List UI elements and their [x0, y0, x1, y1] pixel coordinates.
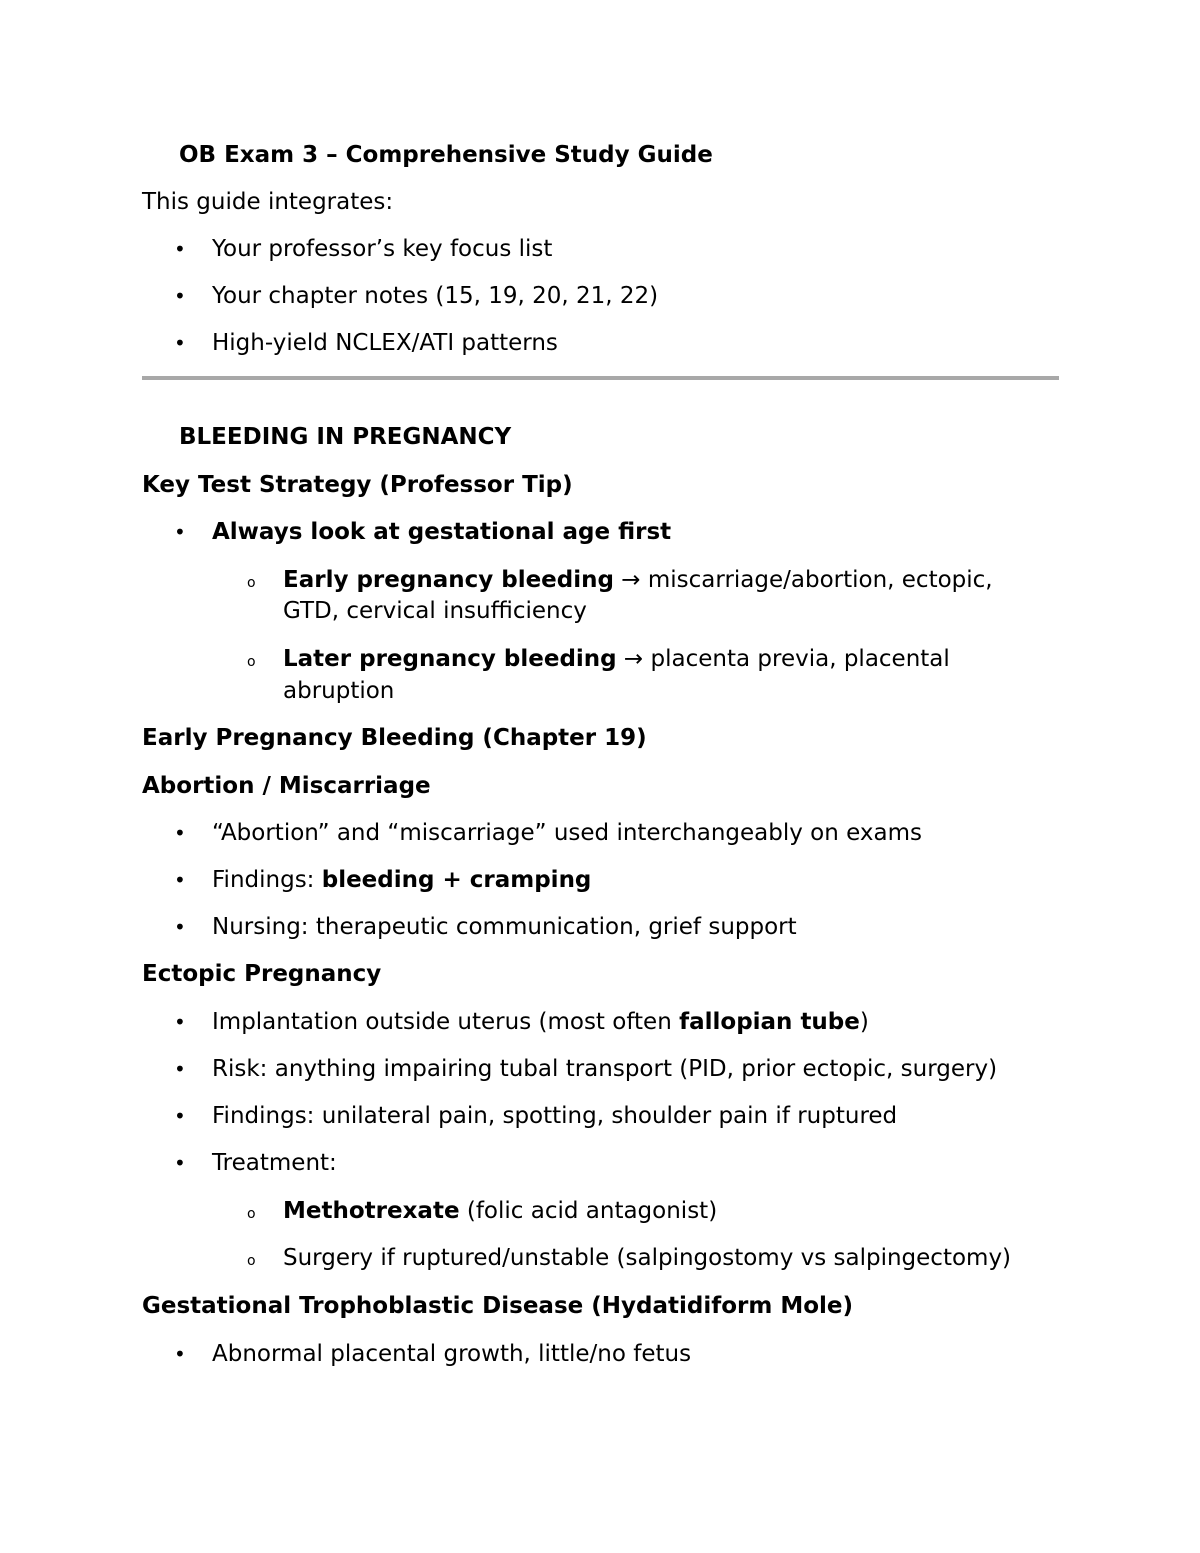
ectopic-item: Findings: unilateral pain, spotting, shoulder pain if ruptured	[212, 1103, 898, 1129]
abortion-heading: Abortion / Miscarriage	[142, 773, 431, 799]
document-title: OB Exam 3 – Comprehensive Study Guide	[179, 142, 713, 168]
horizontal-divider	[142, 376, 1059, 380]
later-bleeding-text: placenta previa, placental	[650, 646, 950, 672]
bullet-icon: •	[174, 821, 186, 845]
strategy-item: Always look at gestational age first	[212, 519, 672, 545]
intro-item: High-yield NCLEX/ATI patterns	[212, 330, 558, 356]
ectopic-item-close: )	[859, 1009, 869, 1035]
intro-text: This guide integrates:	[142, 189, 394, 215]
methotrexate-text: (folic acid antagonist)	[459, 1198, 718, 1224]
bullet-icon: •	[174, 284, 186, 308]
arrow-icon: →	[616, 646, 651, 672]
arrow-icon: →	[613, 567, 648, 593]
treatment-subitem: Surgery if ruptured/unstable (salpingostomy vs salpingectomy)	[283, 1245, 1012, 1271]
early-bleeding-line	[283, 565, 993, 595]
gtd-item: Abnormal placental growth, little/no fetus	[212, 1341, 692, 1367]
bullet-icon: •	[174, 915, 186, 939]
ectopic-item	[212, 1007, 869, 1037]
early-bleeding-text-cont: GTD, cervical insufficiency	[283, 598, 587, 624]
fallopian-tube-bold: fallopian tube	[679, 1009, 860, 1035]
bullet-icon: •	[174, 1057, 186, 1081]
bullet-icon: •	[174, 237, 186, 261]
intro-item: Your professor’s key focus list	[212, 236, 553, 262]
gtd-heading: Gestational Trophoblastic Disease (Hydatidiform Mole)	[142, 1293, 854, 1319]
early-bleeding-heading: Early Pregnancy Bleeding (Chapter 19)	[142, 725, 647, 751]
findings-bold: bleeding + cramping	[321, 867, 592, 893]
ectopic-item: Risk: anything impairing tubal transport (PID, prior ectopic, surgery)	[212, 1056, 998, 1082]
ectopic-heading: Ectopic Pregnancy	[142, 961, 382, 987]
bullet-icon: •	[174, 1151, 186, 1175]
circle-bullet-icon: o	[247, 1253, 256, 1269]
circle-bullet-icon: o	[247, 1206, 256, 1222]
bullet-icon: •	[174, 331, 186, 355]
abortion-item: Nursing: therapeutic communication, grief support	[212, 914, 797, 940]
later-bleeding-line	[283, 644, 950, 674]
strategy-heading: Key Test Strategy (Professor Tip)	[142, 472, 573, 498]
bullet-icon: •	[174, 1010, 186, 1034]
early-bleeding-text: miscarriage/abortion, ectopic,	[647, 567, 993, 593]
circle-bullet-icon: o	[247, 654, 256, 670]
abortion-item	[212, 865, 591, 895]
section-title: BLEEDING IN PREGNANCY	[179, 424, 512, 450]
intro-item: Your chapter notes (15, 19, 20, 21, 22)	[212, 283, 659, 309]
abortion-item: “Abortion” and “miscarriage” used interchangeably on exams	[212, 820, 922, 846]
bullet-icon: •	[174, 520, 186, 544]
ectopic-item: Treatment:	[212, 1150, 337, 1176]
ectopic-item-text: Implantation outside uterus (most often	[212, 1009, 680, 1035]
bullet-icon: •	[174, 1342, 186, 1366]
methotrexate-bold: Methotrexate	[283, 1198, 460, 1224]
bullet-icon: •	[174, 868, 186, 892]
findings-label: Findings:	[212, 867, 322, 893]
treatment-subitem	[283, 1196, 717, 1226]
later-bleeding-text-cont: abruption	[283, 678, 395, 704]
later-bleeding-label: Later pregnancy bleeding	[283, 646, 617, 672]
early-bleeding-label: Early pregnancy bleeding	[283, 567, 614, 593]
circle-bullet-icon: o	[247, 575, 256, 591]
bullet-icon: •	[174, 1104, 186, 1128]
